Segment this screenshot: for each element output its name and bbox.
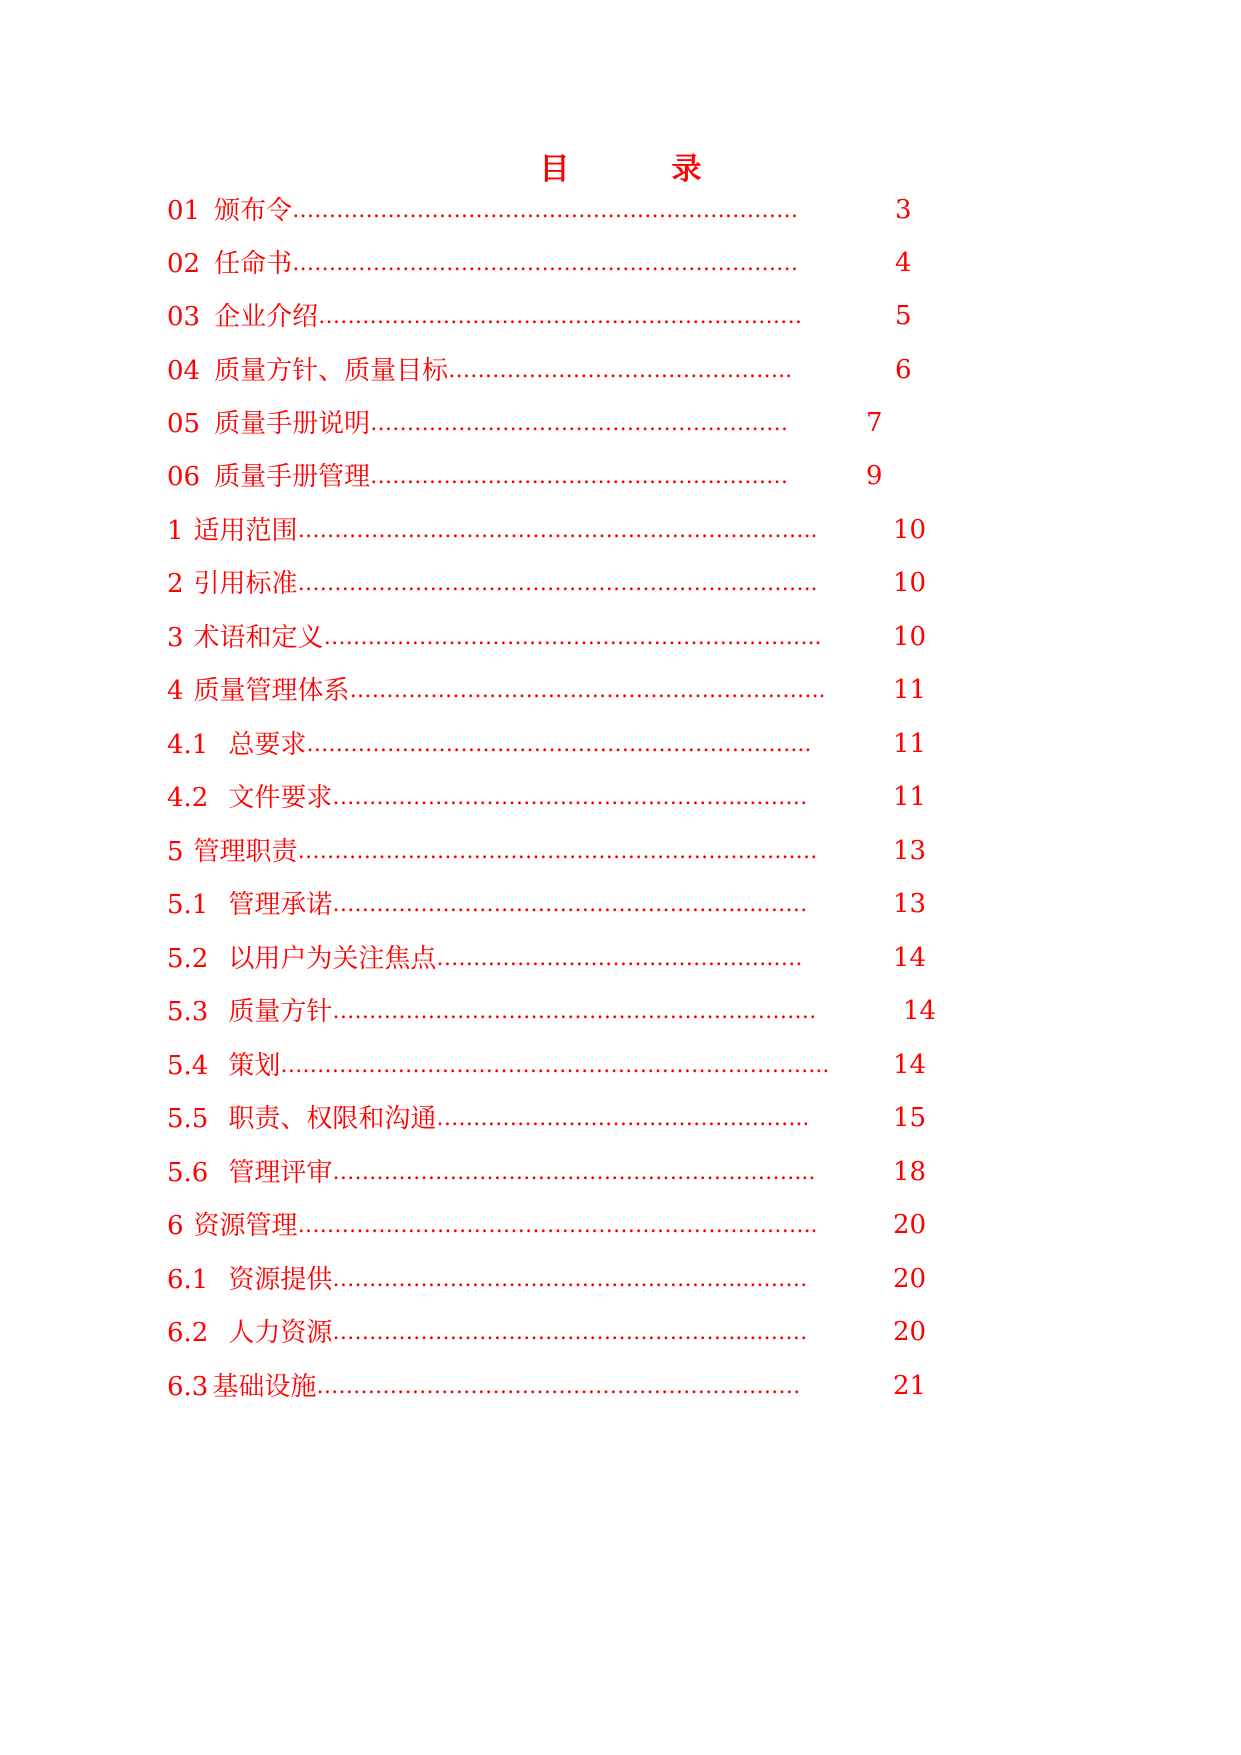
toc-entry-number: 5.3 xyxy=(167,997,209,1027)
toc-entry-leader: ……………………………………………….....…… xyxy=(332,785,808,810)
toc-entry-page: 7 xyxy=(866,408,883,438)
toc-entry-page: 10 xyxy=(893,515,927,545)
toc-entry-page: 21 xyxy=(893,1371,927,1401)
toc-entry-page: 9 xyxy=(866,461,883,491)
toc-entry-page: 11 xyxy=(893,675,927,705)
toc-entry-number: 5.2 xyxy=(167,944,209,974)
toc-entry-number: 5 xyxy=(167,837,184,867)
toc-entry[interactable] xyxy=(167,1259,873,1299)
toc-entry-leader: ………………………………………………………………... xyxy=(280,1053,830,1078)
toc-entry-label: 质量管理体系 xyxy=(193,676,350,706)
toc-entry-number: 5.4 xyxy=(167,1051,209,1081)
toc-entry-leader: ………………………………………………… xyxy=(370,464,789,489)
toc-entry-label: 资源管理 xyxy=(193,1211,298,1241)
toc-entry-label: 管理评审 xyxy=(228,1158,333,1188)
toc-entry-label: 基础设施 xyxy=(212,1372,317,1402)
toc-entry-page: 13 xyxy=(893,889,927,919)
toc-entry-number: 2 xyxy=(167,569,184,599)
toc-entry-number: 5.6 xyxy=(167,1158,209,1188)
toc-entry-label: 企业介绍 xyxy=(214,302,319,332)
toc-entry-page: 20 xyxy=(893,1264,927,1294)
toc-entry-page: 20 xyxy=(893,1317,927,1347)
toc-entry-leader: ……………………………………………….....…… xyxy=(332,1267,808,1292)
toc-entry-label: 管理职责 xyxy=(193,837,298,867)
toc-entry-label: 管理承诺 xyxy=(228,890,333,920)
toc-entry-leader: ……………………………………………….....…… xyxy=(332,892,808,917)
toc-entry-number: 04 xyxy=(167,356,201,386)
toc-entry-number: 5.5 xyxy=(167,1104,209,1134)
toc-entry[interactable] xyxy=(167,777,873,817)
toc-entry-label: 以用户为关注焦点 xyxy=(228,944,437,974)
toc-entry-number: 6 xyxy=(167,1211,184,1241)
toc-entry-page: 13 xyxy=(893,836,927,866)
toc-entry-number: 05 xyxy=(167,409,201,439)
toc-entry[interactable] xyxy=(167,350,875,390)
toc-entry-page: 14 xyxy=(893,943,927,973)
toc-entry[interactable] xyxy=(167,403,846,443)
toc-entry[interactable] xyxy=(167,243,875,283)
toc-entry-label: 质量方针 xyxy=(228,997,333,1027)
toc-entry-number: 03 xyxy=(167,302,201,332)
toc-entry-leader: …………………………………………………………... xyxy=(306,732,812,757)
toc-entry[interactable] xyxy=(167,724,873,764)
toc-entry-leader: …………………………………………………………….. xyxy=(297,1213,818,1238)
toc-title: 目 录 xyxy=(539,152,738,187)
toc-entry-page: 11 xyxy=(893,729,927,759)
toc-entry-leader: ………………………………………………………… xyxy=(332,999,817,1024)
toc-entry-leader: ………………………………………………………… xyxy=(318,304,803,329)
toc-entry-label: 资源提供 xyxy=(228,1265,333,1295)
toc-entry-page: 14 xyxy=(903,996,937,1026)
toc-entry[interactable] xyxy=(167,991,883,1031)
toc-entry-number: 4.1 xyxy=(167,730,209,760)
toc-entry-leader: ………………………………………………… xyxy=(370,411,789,436)
toc-entry-label: 人力资源 xyxy=(228,1318,333,1348)
toc-entry[interactable] xyxy=(167,296,875,336)
toc-entry-number: 4.2 xyxy=(167,783,209,813)
toc-entry-leader: ……………………………………….…. xyxy=(436,946,803,971)
toc-entry[interactable] xyxy=(167,884,873,924)
toc-entry-leader: ……………………………………….. xyxy=(448,358,793,383)
toc-entry-leader: …………………………………………………………..… xyxy=(297,839,818,864)
toc-entry-leader: ………………………………………………………….. xyxy=(323,625,822,650)
toc-entry-page: 18 xyxy=(893,1157,927,1187)
toc-entry-number: 4 xyxy=(167,676,184,706)
toc-entry[interactable] xyxy=(167,1045,873,1085)
toc-entry-page: 3 xyxy=(895,195,912,225)
toc-entry-label: 任命书 xyxy=(214,249,293,279)
toc-entry[interactable] xyxy=(167,617,873,657)
toc-entry-label: 质量手册说明 xyxy=(214,409,371,439)
toc-entry-label: 适用范围 xyxy=(193,516,298,546)
toc-entry-number: 1 xyxy=(167,516,184,546)
toc-entry-label: 质量方针、质量目标 xyxy=(214,356,449,386)
toc-entry[interactable] xyxy=(167,190,875,230)
toc-entry[interactable] xyxy=(167,563,873,603)
toc-entry-number: 02 xyxy=(167,249,201,279)
toc-entry-page: 10 xyxy=(893,622,927,652)
toc-entry-page: 5 xyxy=(895,301,912,331)
toc-entry-page: 14 xyxy=(893,1050,927,1080)
toc-entry[interactable] xyxy=(167,1312,873,1352)
toc-entry-page: 10 xyxy=(893,568,927,598)
toc-entry-label: 策划 xyxy=(228,1051,281,1081)
toc-entry-page: 11 xyxy=(893,782,927,812)
toc-entry-number: 01 xyxy=(167,196,201,226)
toc-entry-page: 4 xyxy=(895,248,912,278)
toc-entry-number: 6.1 xyxy=(167,1265,209,1295)
toc-entry-leader: …………………………………………………………….. xyxy=(297,571,818,596)
toc-entry-label: 职责、权限和沟通 xyxy=(228,1104,437,1134)
toc-entry-leader: ………………………………………………………… xyxy=(316,1374,801,1399)
toc-entry-page: 15 xyxy=(893,1103,927,1133)
toc-entry[interactable] xyxy=(167,938,873,978)
toc-entry-label: 质量手册管理 xyxy=(214,462,371,492)
toc-entry[interactable] xyxy=(167,1098,873,1138)
toc-entry-label: 总要求 xyxy=(228,730,307,760)
toc-entry-number: 6.3 xyxy=(167,1372,209,1402)
toc-entry[interactable] xyxy=(167,510,873,550)
toc-entry-label: 术语和定义 xyxy=(193,623,324,653)
toc-entry-leader: ……………………………………………………….. xyxy=(349,678,826,703)
toc-entry-number: 6.2 xyxy=(167,1318,209,1348)
toc-entry[interactable] xyxy=(167,831,873,871)
toc-entry[interactable] xyxy=(167,1366,873,1406)
toc-entry-label: 颁布令 xyxy=(214,196,293,226)
toc-entry-number: 3 xyxy=(167,623,184,653)
toc-entry-leader: …………………………………………………………….. xyxy=(297,518,818,543)
toc-entry-leader: …………………………………………………………… xyxy=(292,251,799,276)
toc-entry[interactable] xyxy=(167,670,873,710)
toc-entry-page: 6 xyxy=(895,355,912,385)
toc-entry[interactable] xyxy=(167,1152,873,1192)
toc-entry-leader: ……………………………………………….....…… xyxy=(332,1320,808,1345)
toc-entry-leader: …………………………………………………………… xyxy=(292,198,799,223)
toc-entry-number: 5.1 xyxy=(167,890,209,920)
toc-entry-leader: …………………………………………... xyxy=(436,1106,810,1131)
toc-entry-label: 文件要求 xyxy=(228,783,333,813)
toc-entry[interactable] xyxy=(167,1205,873,1245)
toc-entry[interactable] xyxy=(167,456,846,496)
toc-entry-page: 20 xyxy=(893,1210,927,1240)
toc-entry-leader: ………………………………………………………... xyxy=(332,1160,816,1185)
toc-entry-label: 引用标准 xyxy=(193,569,298,599)
toc-entry-number: 06 xyxy=(167,462,201,492)
